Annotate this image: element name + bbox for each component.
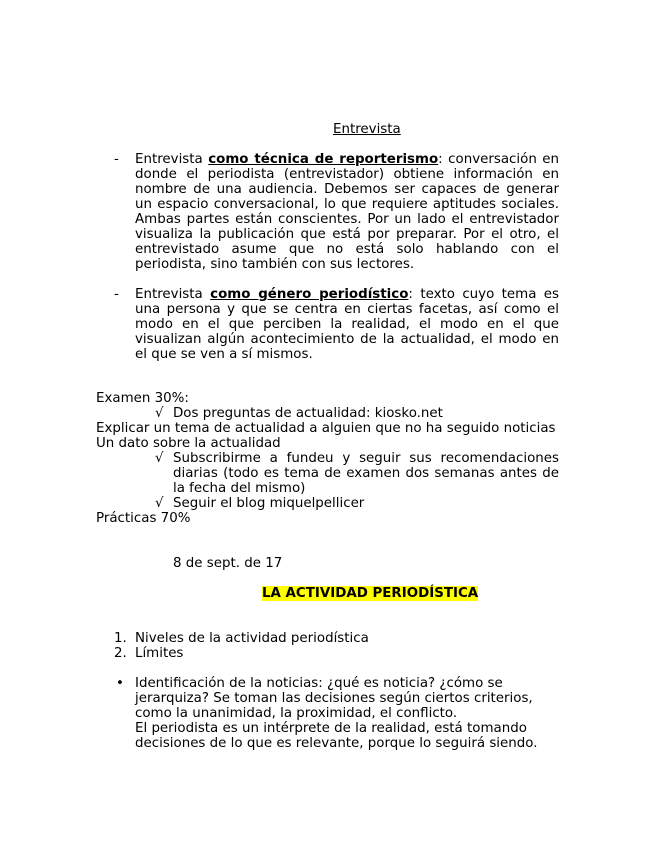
list-number: 2. — [114, 646, 127, 661]
emphasis-term: como género periodístico — [210, 287, 409, 302]
bullet-icon: • — [116, 676, 124, 691]
lead-word: Entrevista — [135, 287, 203, 302]
check-icon: √ — [155, 451, 164, 466]
list-item: Límites — [135, 646, 184, 661]
paragraph-technique — [135, 152, 559, 272]
list-item: Niveles de la actividad periodística — [135, 631, 369, 646]
page-title: Entrevista — [333, 122, 401, 137]
date-line: 8 de sept. de 17 — [173, 556, 283, 571]
lead-word: Entrevista — [135, 152, 203, 167]
exam-item: Seguir el blog miquelpellicer — [173, 496, 365, 511]
exam-line: Un dato sobre la actualidad — [96, 436, 281, 451]
dash-marker: - — [114, 287, 119, 302]
paragraph-genre — [135, 287, 559, 362]
exam-heading: Examen 30%: — [96, 391, 189, 406]
bullet-paragraph — [135, 676, 559, 751]
check-icon: √ — [155, 496, 164, 511]
practicas-line: Prácticas 70% — [96, 511, 191, 526]
paragraph-text: : conversación en donde el periodista (entrevistador) obtiene información en nombre de una audiencia. Debemos ser capaces de generar un espacio conversacional, lo que requiere aptitudes sociales. Ambas partes están conscientes. Por un lado el entrevistador visualiza la publicación que está por preparar. Por el otro, el entrevistado asume que no está solo hablando con el periodista, sino también con sus lectores. — [135, 152, 559, 272]
emphasis-term: como técnica de reporterismo — [208, 152, 439, 167]
check-icon: √ — [155, 406, 164, 421]
dash-marker: - — [114, 152, 119, 167]
exam-item: Dos preguntas de actualidad: kiosko.net — [173, 406, 443, 421]
exam-line: Explicar un tema de actualidad a alguien que no ha seguido noticias — [96, 421, 556, 436]
exam-item: Subscribirme a fundeu y seguir sus recomendaciones diarias (todo es tema de examen dos semanas antes de la fecha del mismo) — [173, 451, 559, 496]
list-number: 1. — [114, 631, 127, 646]
section-heading: LA ACTIVIDAD PERIODÍSTICA — [262, 586, 479, 601]
paragraph-text: : texto cuyo tema es una persona y que se centra en ciertas facetas, así como el modo en el que perciben la realidad, el modo en el que visualizan algún acontecimiento de la actualidad, el modo en el que se ven a sí mismos. — [135, 287, 559, 362]
bullet-text: Identificación de la noticias: ¿qué es noticia? ¿cómo se jerarquiza? Se toman las decisiones según ciertos criterios, como la unanimidad, la proximidad, el conflicto. — [135, 676, 533, 721]
bullet-text: El periodista es un intérprete de la realidad, está tomando decisiones de lo que es relevante, porque lo seguirá siendo. — [135, 721, 538, 751]
